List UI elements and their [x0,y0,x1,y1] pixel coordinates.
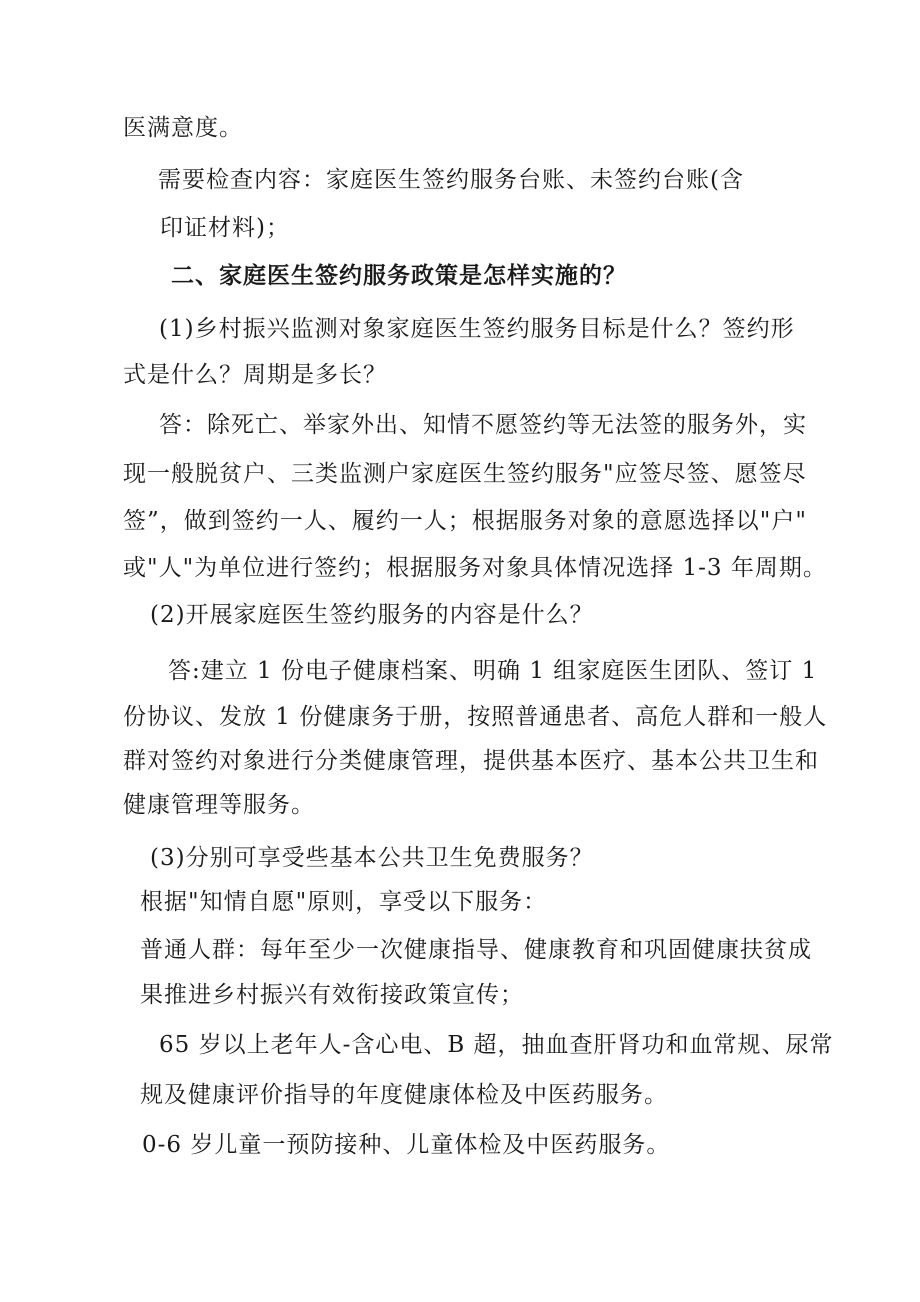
text-line: 健康管理等服务。 [123,792,315,818]
text-line: 医满意度。 [123,115,243,141]
text-line: 答：除死亡、举家外出、知情不愿签约等无法签的服务外，实 [159,412,807,438]
text-line: 65 岁以上老年人-含心电、B 超，抽血查肝肾功和血常规、尿常 [159,1032,834,1058]
text-line: 答:建立 1 份电子健康档案、明确 1 组家庭医生团队、签订 1 [168,658,818,684]
text-line: 0-6 岁儿童一预防接种、儿童体检及中医药服务。 [142,1132,671,1158]
text-line: 份协议、发放 1 份健康务于册，按照普通患者、高危人群和一般人 [123,704,828,730]
text-line: 果推进乡村振兴有效衔接政策宣传； [140,982,524,1008]
text-line: 现一般脱贫户、三类监测户家庭医生签约服务"应签尽签、愿签尽 [123,461,807,487]
text-line: 群对签约对象进行分类健康管理，提供基本医疗、基本公共卫生和 [123,748,819,774]
section-heading: 二、家庭医生签约服务政策是怎样实施的？ [171,262,627,289]
text-line: 或"人"为单位进行签约；根据服务对象具体情况选择 1-3 年周期。 [123,555,827,581]
text-line: 规及健康评价指导的年度健康体检及中医药服务。 [140,1082,668,1108]
question-heading: (2)开展家庭医生签约服务的内容是什么？ [150,602,594,628]
question-heading: (3)分别可享受些基本公共卫生免费服务？ [150,845,594,871]
text-line: 印证材料)； [160,215,290,241]
text-line: 签”，做到签约一人、履约一人；根据服务对象的意愿选择以"户" [123,508,807,534]
text-line: 式是什么？周期是多长？ [123,362,387,388]
question-heading: (1)乡村振兴监测对象家庭医生签约服务目标是什么？签约形 [159,316,795,342]
text-line: 普通人群：每年至少一次健康指导、健康教育和巩固健康扶贫成 [140,937,812,963]
text-line: 根据"知情自愿"原则，享受以下服务： [140,889,548,915]
text-line: 需要检查内容：家庭医生签约服务台账、未签约台账(含 [158,167,744,193]
